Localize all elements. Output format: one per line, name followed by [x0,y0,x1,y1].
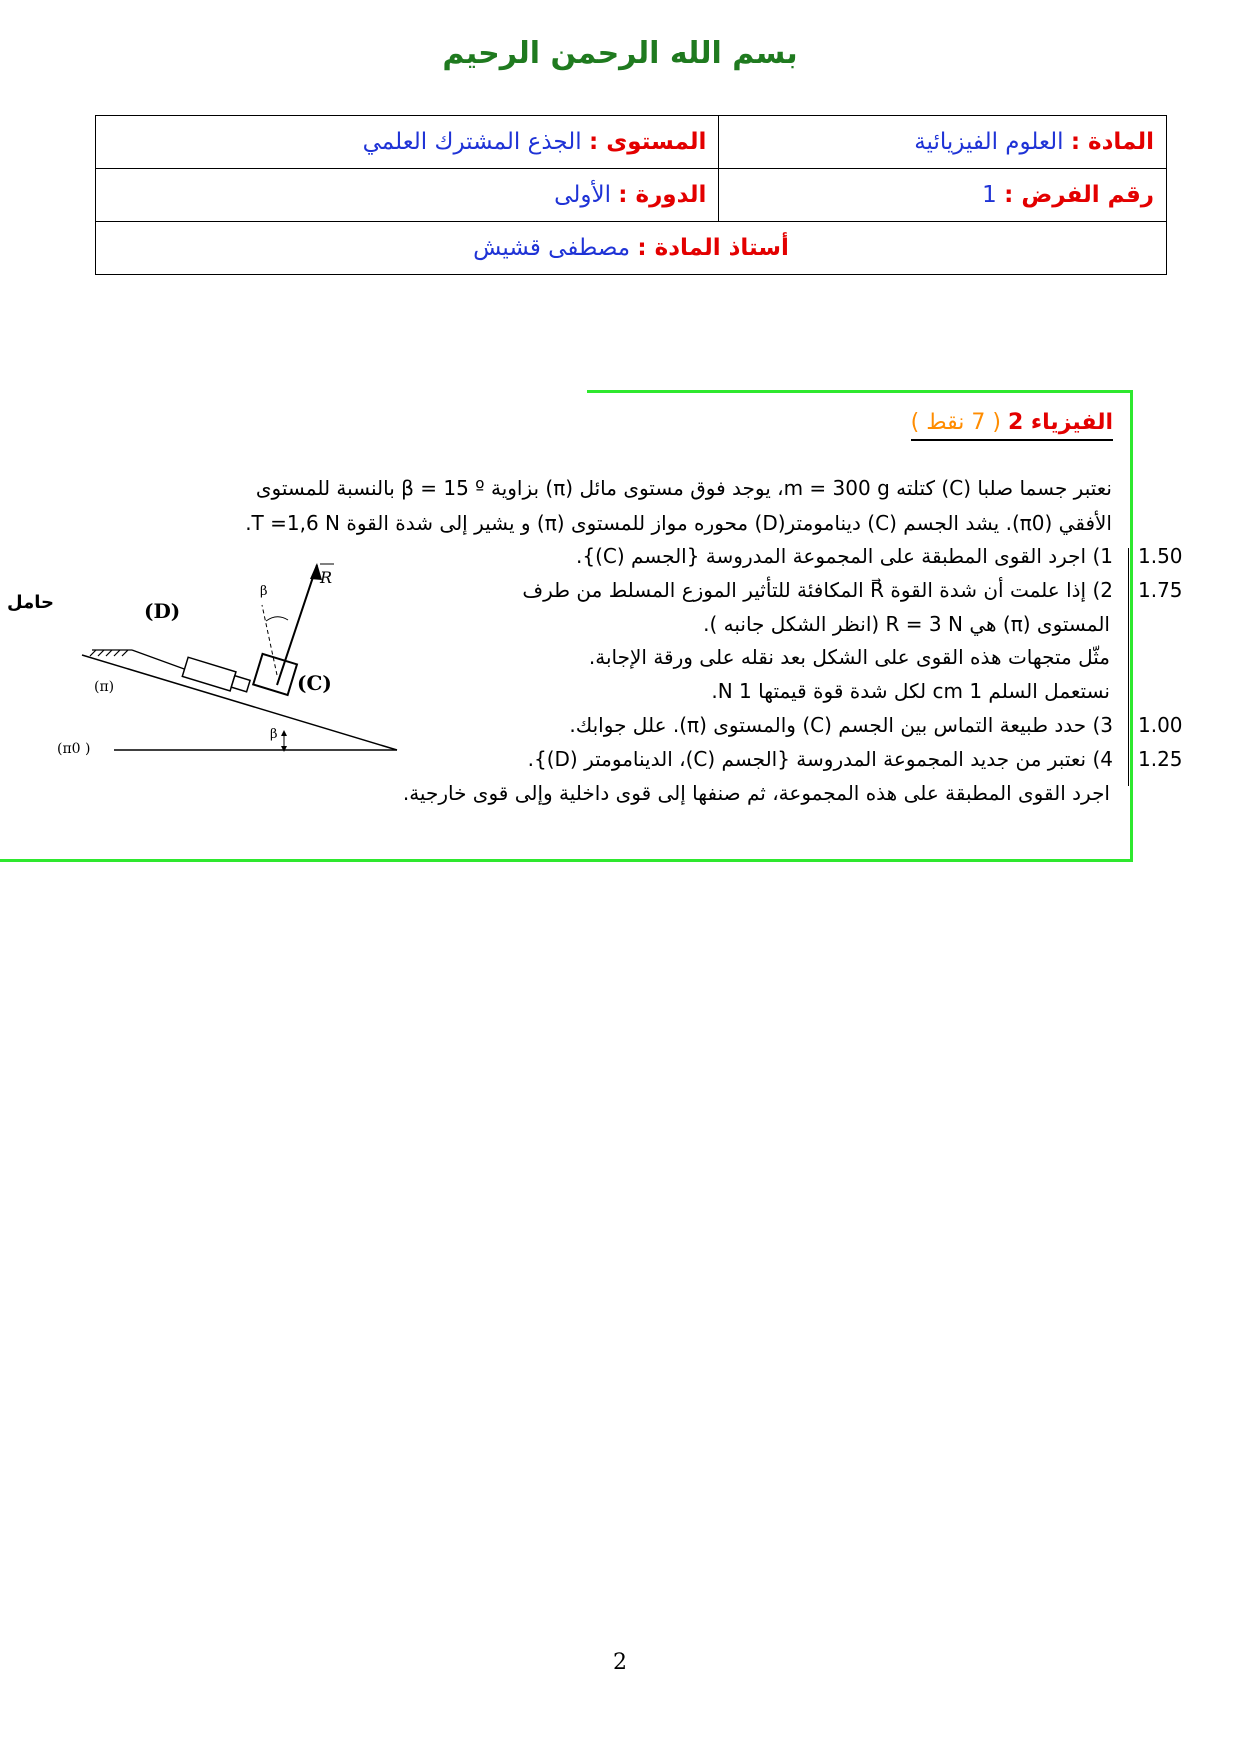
inclined-plane-figure [7,555,408,780]
question-2-line-2: المستوى (π) هي R = 3 N (انظر الشكل جانبه ). [703,612,1110,636]
header-table [95,115,1167,275]
bottom-angle-label: β [270,727,278,742]
subject-cell [719,116,1167,169]
level-label: المستوى : [588,129,707,155]
top-angle-label: β [260,584,268,599]
session-label: الدورة : [618,182,707,208]
exercise-points: ( 7 نقط ) [910,410,1001,435]
session-cell [96,169,719,222]
question-1: 1) اجرد القوى المطبقة على المجموعة المدروسة {الجسم (C)}. [575,544,1113,568]
frame-right-border [1130,390,1133,862]
frame-top-border [587,390,1133,393]
score-q3: 1.00 [1138,713,1183,737]
level-value: الجذع المشترك العلمي [362,129,582,155]
test-number-cell [719,169,1167,222]
question-4-line-2: اجرد القوى المطبقة على هذه المجموعة، ثم صنفها إلى قوى داخلية وإلى قوى خارجية. [402,781,1110,805]
force-r-label: R [320,568,333,587]
inclined-plane-line [82,655,397,750]
bottom-angle-arrow-up [281,730,287,736]
test-number-value: 1 [982,182,997,208]
bottom-angle-arrow-down [281,746,287,752]
plane-label: (π) [94,679,115,695]
dynamometer-label: (D) [144,599,181,623]
session-value: الأولى [554,182,611,208]
teacher-cell [96,222,1167,275]
statement-line-2: الأفقي (π0). يشد الجسم (C) دينامومتر(D) محوره مواز للمستوى (π) و يشير إلى شدة القوة T =1,6 N. [245,511,1112,535]
holder-hatch [90,650,132,656]
statement-line-1: نعتبر جسما صلبا (C) كتلته m = 300 g، يوجد فوق مستوى مائل (π) بزاوية β = 15 º بالنسبة للمستوى [255,476,1112,500]
question-3: 3) حدد طبيعة التماس بين الجسم (C) والمستوى (π). علل جوابك. [569,713,1113,737]
frame-bottom-border [0,859,1133,862]
question-2-line-3: مثّل متجهات هذه القوى على الشكل بعد نقله على ورقة الإجابة. [588,645,1110,669]
score-q2: 1.75 [1138,578,1183,602]
exercise-title-text: الفيزياء 2 [1007,410,1113,435]
score-separator [1128,548,1129,786]
question-2-line-4: نستعمل السلم 1 cm لكل شدة قوة قيمتها 1 N. [711,679,1110,703]
level-cell [96,116,719,169]
subject-value: العلوم الفيزيائية [914,129,1064,155]
basmala: بسم الله الرحمن الرحيم [442,36,798,71]
page-number: 2 [613,1650,627,1675]
score-q1: 1.50 [1138,544,1183,568]
subject-label: المادة : [1070,129,1154,155]
question-4-line-1: 4) نعتبر من جديد المجموعة المدروسة {الجسم (C)، الدينامومتر (D)}. [527,747,1113,771]
holder-label: حامل [7,592,54,613]
top-angle-arc [266,617,288,621]
exercise-title [911,410,1113,441]
horizontal-label: (π0 ) [57,741,91,757]
test-number-label: رقم الفرض : [1004,182,1154,208]
body-c-shape [253,654,297,695]
body-c-label: (C) [297,671,332,695]
teacher-value: مصطفى قشيش [473,235,631,261]
dynamometer-shape [182,657,251,695]
holder-wire [132,650,187,670]
score-q4: 1.25 [1138,747,1183,771]
question-2-line-1: 2) إذا علمت أن شدة القوة R⃗ المكافئة للتأثير الموزع المسلط من طرف [522,578,1113,602]
teacher-label: أستاذ المادة : [637,235,789,261]
